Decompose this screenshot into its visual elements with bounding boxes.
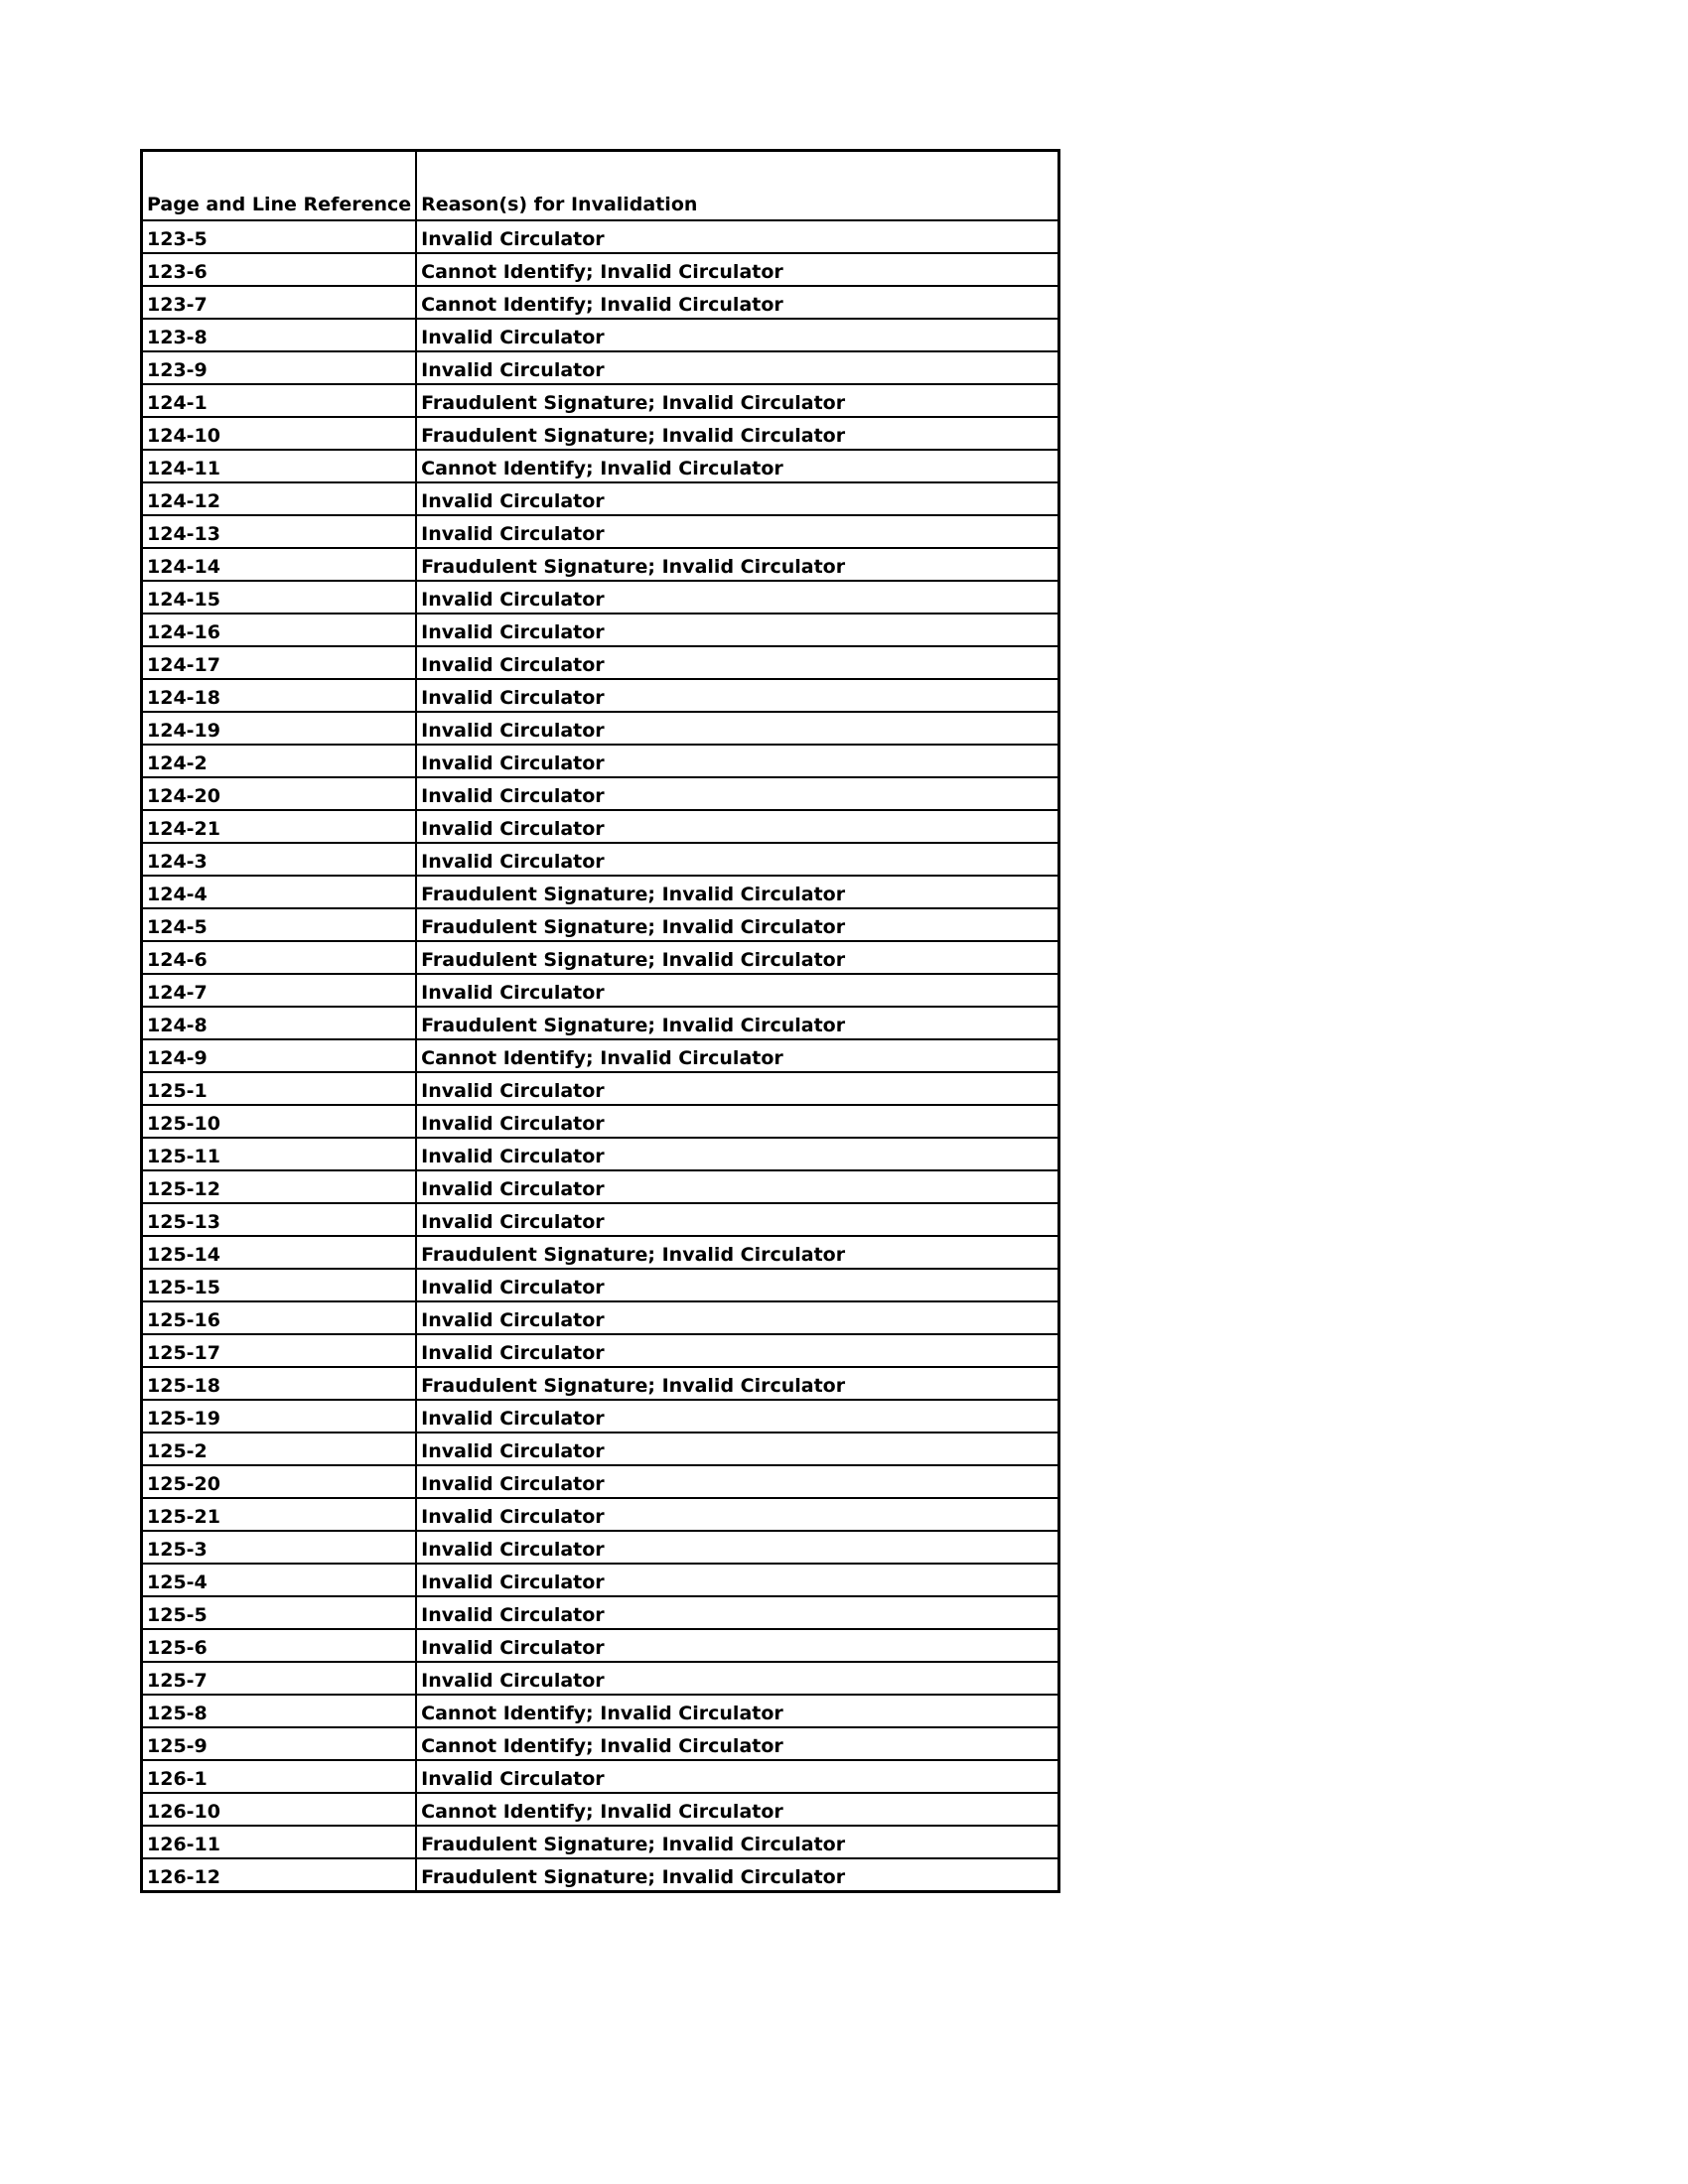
page-line-reference-cell: 124-18 <box>142 679 417 712</box>
invalidation-reason-cell: Invalid Circulator <box>416 1498 1058 1531</box>
page-line-reference-cell: 123-9 <box>142 351 417 384</box>
page-line-reference-cell: 123-7 <box>142 286 417 319</box>
invalidation-reason-cell: Cannot Identify; Invalid Circulator <box>416 253 1058 286</box>
page-line-reference-cell: 126-10 <box>142 1793 417 1826</box>
page-line-reference-cell: 124-9 <box>142 1039 417 1072</box>
page-line-reference-cell: 125-12 <box>142 1170 417 1203</box>
table-row <box>142 1269 1059 1301</box>
page-line-reference-cell: 123-6 <box>142 253 417 286</box>
page-line-reference-cell: 125-4 <box>142 1564 417 1596</box>
invalidation-reason-cell: Invalid Circulator <box>416 1760 1058 1793</box>
table-row <box>142 1498 1059 1531</box>
table-row <box>142 745 1059 777</box>
invalidation-reason-cell: Invalid Circulator <box>416 515 1058 548</box>
page-line-reference-cell: 123-5 <box>142 220 417 253</box>
page-line-reference-cell: 125-8 <box>142 1695 417 1727</box>
table-row <box>142 1564 1059 1596</box>
table-row <box>142 1236 1059 1269</box>
page-line-reference-cell: 124-8 <box>142 1007 417 1039</box>
table-row <box>142 1727 1059 1760</box>
table-row <box>142 1826 1059 1858</box>
invalidation-reason-cell: Cannot Identify; Invalid Circulator <box>416 1793 1058 1826</box>
invalidation-reason-cell: Invalid Circulator <box>416 1400 1058 1433</box>
invalidation-reason-cell: Invalid Circulator <box>416 1531 1058 1564</box>
invalidation-reason-cell: Fraudulent Signature; Invalid Circulator <box>416 384 1058 417</box>
page-line-reference-cell: 125-16 <box>142 1301 417 1334</box>
page-line-reference-cell: 125-6 <box>142 1629 417 1662</box>
invalidation-reason-cell: Fraudulent Signature; Invalid Circulator <box>416 1367 1058 1400</box>
table-row <box>142 810 1059 843</box>
invalidation-reason-cell: Fraudulent Signature; Invalid Circulator <box>416 1826 1058 1858</box>
table-row <box>142 1072 1059 1105</box>
table-row <box>142 843 1059 876</box>
page-line-reference-cell: 125-18 <box>142 1367 417 1400</box>
page-line-reference-cell: 125-20 <box>142 1465 417 1498</box>
invalidation-reason-cell: Cannot Identify; Invalid Circulator <box>416 450 1058 482</box>
invalidation-reason-cell: Invalid Circulator <box>416 1105 1058 1138</box>
table-row <box>142 1039 1059 1072</box>
page-line-reference-cell: 124-12 <box>142 482 417 515</box>
table-row <box>142 1170 1059 1203</box>
invalidation-reason-cell: Fraudulent Signature; Invalid Circulator <box>416 548 1058 581</box>
page-line-reference-cell: 125-19 <box>142 1400 417 1433</box>
table-row <box>142 941 1059 974</box>
table-row <box>142 974 1059 1007</box>
table-row <box>142 1793 1059 1826</box>
page-line-reference-cell: 124-6 <box>142 941 417 974</box>
page-line-reference-cell: 124-13 <box>142 515 417 548</box>
invalidation-reason-cell: Fraudulent Signature; Invalid Circulator <box>416 941 1058 974</box>
header-reasons-for-invalidation: Reason(s) for Invalidation <box>416 151 1058 221</box>
invalidation-reason-cell: Invalid Circulator <box>416 319 1058 351</box>
table-row <box>142 1105 1059 1138</box>
invalidation-reason-cell: Invalid Circulator <box>416 1334 1058 1367</box>
page-line-reference-cell: 124-10 <box>142 417 417 450</box>
invalidation-reason-cell: Invalid Circulator <box>416 679 1058 712</box>
invalidation-reason-cell: Fraudulent Signature; Invalid Circulator <box>416 1858 1058 1892</box>
invalidation-reason-cell: Invalid Circulator <box>416 974 1058 1007</box>
page-line-reference-cell: 125-13 <box>142 1203 417 1236</box>
table-row <box>142 450 1059 482</box>
page-line-reference-cell: 126-12 <box>142 1858 417 1892</box>
table-row <box>142 1203 1059 1236</box>
invalidation-reason-cell: Cannot Identify; Invalid Circulator <box>416 1039 1058 1072</box>
invalidation-reason-cell: Invalid Circulator <box>416 220 1058 253</box>
table-row <box>142 1400 1059 1433</box>
table-row <box>142 384 1059 417</box>
table-row <box>142 1695 1059 1727</box>
invalidation-reason-cell: Invalid Circulator <box>416 712 1058 745</box>
page-line-reference-cell: 124-11 <box>142 450 417 482</box>
header-row <box>142 151 1059 221</box>
invalidation-reason-cell: Fraudulent Signature; Invalid Circulator <box>416 1236 1058 1269</box>
table-row <box>142 1662 1059 1695</box>
invalidation-reason-cell: Invalid Circulator <box>416 1203 1058 1236</box>
page-line-reference-cell: 125-2 <box>142 1433 417 1465</box>
invalidation-reason-cell: Invalid Circulator <box>416 1465 1058 1498</box>
invalidation-reason-cell: Invalid Circulator <box>416 1301 1058 1334</box>
invalidation-reason-cell: Invalid Circulator <box>416 810 1058 843</box>
page-line-reference-cell: 124-2 <box>142 745 417 777</box>
table-row <box>142 1760 1059 1793</box>
table-row <box>142 1596 1059 1629</box>
page-line-reference-cell: 124-1 <box>142 384 417 417</box>
table-row <box>142 1465 1059 1498</box>
invalidation-reason-cell: Invalid Circulator <box>416 482 1058 515</box>
table-row <box>142 908 1059 941</box>
table-row <box>142 1433 1059 1465</box>
table-row <box>142 1301 1059 1334</box>
table-row <box>142 286 1059 319</box>
table-row <box>142 1367 1059 1400</box>
page-line-reference-cell: 124-7 <box>142 974 417 1007</box>
page-line-reference-cell: 125-21 <box>142 1498 417 1531</box>
invalidation-reason-cell: Invalid Circulator <box>416 1138 1058 1170</box>
page-line-reference-cell: 125-14 <box>142 1236 417 1269</box>
table-row <box>142 646 1059 679</box>
page-line-reference-cell: 125-15 <box>142 1269 417 1301</box>
invalidation-reason-cell: Fraudulent Signature; Invalid Circulator <box>416 417 1058 450</box>
invalidation-reason-cell: Invalid Circulator <box>416 777 1058 810</box>
invalidation-reason-cell: Fraudulent Signature; Invalid Circulator <box>416 876 1058 908</box>
invalidation-reason-cell: Invalid Circulator <box>416 1170 1058 1203</box>
page-line-reference-cell: 124-3 <box>142 843 417 876</box>
invalidation-reason-cell: Invalid Circulator <box>416 581 1058 614</box>
table-row <box>142 581 1059 614</box>
invalidation-reason-cell: Invalid Circulator <box>416 843 1058 876</box>
invalidation-reason-cell: Invalid Circulator <box>416 1564 1058 1596</box>
table-row <box>142 253 1059 286</box>
table-row <box>142 876 1059 908</box>
invalidation-reason-cell: Fraudulent Signature; Invalid Circulator <box>416 908 1058 941</box>
page-line-reference-cell: 125-11 <box>142 1138 417 1170</box>
table-row <box>142 417 1059 450</box>
table-row <box>142 515 1059 548</box>
page-line-reference-cell: 124-5 <box>142 908 417 941</box>
table-row <box>142 220 1059 253</box>
table-row <box>142 351 1059 384</box>
invalidation-reason-cell: Invalid Circulator <box>416 1072 1058 1105</box>
page-line-reference-cell: 125-7 <box>142 1662 417 1695</box>
page-line-reference-cell: 124-14 <box>142 548 417 581</box>
page-line-reference-cell: 125-10 <box>142 1105 417 1138</box>
page-line-reference-cell: 124-15 <box>142 581 417 614</box>
invalidation-reason-cell: Invalid Circulator <box>416 1269 1058 1301</box>
page-line-reference-cell: 125-17 <box>142 1334 417 1367</box>
table-row <box>142 1858 1059 1892</box>
invalidation-reason-cell: Invalid Circulator <box>416 351 1058 384</box>
page-line-reference-cell: 124-19 <box>142 712 417 745</box>
invalidation-table <box>140 149 1060 1893</box>
page-line-reference-cell: 126-1 <box>142 1760 417 1793</box>
header-page-line-reference: Page and Line Reference <box>142 151 417 221</box>
table-row <box>142 319 1059 351</box>
page-line-reference-cell: 125-5 <box>142 1596 417 1629</box>
page-line-reference-cell: 124-17 <box>142 646 417 679</box>
invalidation-reason-cell: Invalid Circulator <box>416 1433 1058 1465</box>
table-row <box>142 614 1059 646</box>
page-line-reference-cell: 126-11 <box>142 1826 417 1858</box>
table-row <box>142 1138 1059 1170</box>
invalidation-reason-cell: Invalid Circulator <box>416 614 1058 646</box>
table-row <box>142 679 1059 712</box>
page-line-reference-cell: 124-20 <box>142 777 417 810</box>
table-row <box>142 548 1059 581</box>
invalidation-reason-cell: Invalid Circulator <box>416 1662 1058 1695</box>
invalidation-reason-cell: Invalid Circulator <box>416 1596 1058 1629</box>
invalidation-reason-cell: Invalid Circulator <box>416 745 1058 777</box>
invalidation-reason-cell: Cannot Identify; Invalid Circulator <box>416 1695 1058 1727</box>
invalidation-reason-cell: Invalid Circulator <box>416 1629 1058 1662</box>
page-line-reference-cell: 123-8 <box>142 319 417 351</box>
page-line-reference-cell: 125-3 <box>142 1531 417 1564</box>
invalidation-reason-cell: Cannot Identify; Invalid Circulator <box>416 1727 1058 1760</box>
page-line-reference-cell: 125-1 <box>142 1072 417 1105</box>
invalidation-reason-cell: Invalid Circulator <box>416 646 1058 679</box>
page-line-reference-cell: 124-4 <box>142 876 417 908</box>
invalidation-reason-cell: Cannot Identify; Invalid Circulator <box>416 286 1058 319</box>
invalidation-reason-cell: Fraudulent Signature; Invalid Circulator <box>416 1007 1058 1039</box>
table-row <box>142 1334 1059 1367</box>
table-row <box>142 482 1059 515</box>
page-line-reference-cell: 125-9 <box>142 1727 417 1760</box>
table-row <box>142 1531 1059 1564</box>
table-row <box>142 1629 1059 1662</box>
table-row <box>142 777 1059 810</box>
page-line-reference-cell: 124-16 <box>142 614 417 646</box>
table-row <box>142 1007 1059 1039</box>
table-row <box>142 712 1059 745</box>
page-line-reference-cell: 124-21 <box>142 810 417 843</box>
